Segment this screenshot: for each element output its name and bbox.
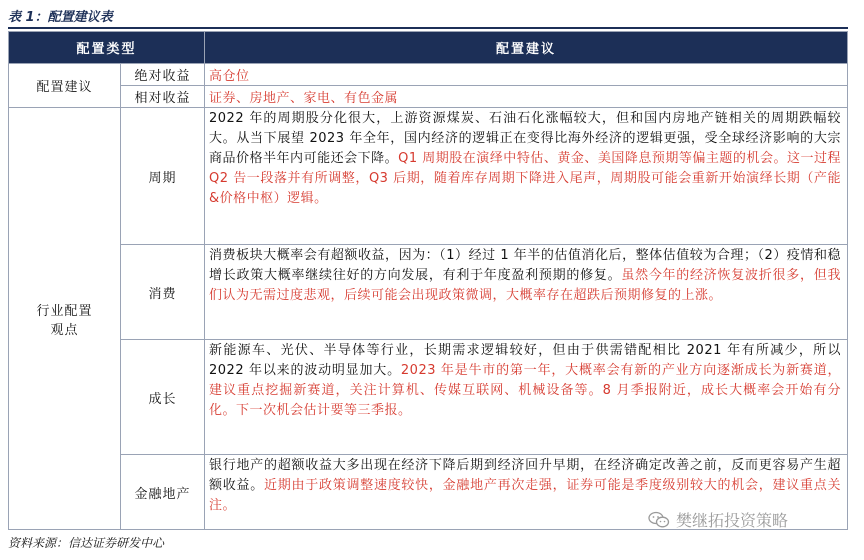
row-description <box>205 108 848 245</box>
watermark-text: 樊继拓投资策略 <box>676 511 789 530</box>
row-label: 金融地产 <box>121 455 205 530</box>
table-row <box>9 108 848 245</box>
row-description <box>205 245 848 340</box>
desc-highlight: 2023 年是牛市的第一年，大概率会有新的产业方向逐渐成长为新赛道，建议重点挖掘新赛道，关注计算机、传媒互联网、机械设备等。8 月季报附近，成长大概率会开始有分化。下一次机会估计要等三季报。 <box>209 363 841 418</box>
watermark <box>648 508 788 531</box>
table-caption: 表 1：配置建议表 <box>8 10 113 25</box>
row-description <box>205 340 848 455</box>
desc-highlight: Q1 周期股在演绎中特估、黄金、美国降息预期等偏主题的机会。这一过程 Q2 告一段落并有所调整，Q3 后期，随着库存周期下降进入尾声，周期股可能会重新开始演绎长期（产能&价格中枢）逻辑。 <box>209 151 841 206</box>
row-label: 成长 <box>121 340 205 455</box>
allocation-table <box>8 31 848 530</box>
row-label: 消费 <box>121 245 205 340</box>
category-line: 观点 <box>50 322 79 338</box>
category-allocation: 配置建议 <box>9 64 121 108</box>
table-row <box>9 245 848 340</box>
desc-text: 新能源车、光伏、半导体等行业，长期需求逻辑较好，但由于供需错配相比 2021 年有所减少，所以 2022 年以来的波动明显加大。 <box>209 343 841 378</box>
desc-highlight: 近期由于政策调整速度较快，金融地产再次走强，证券可能是季度级别较大的机会，建议重点关注。 <box>209 478 841 513</box>
row-value: 证券、房地产、家电、有色金属 <box>205 86 848 108</box>
row-value: 高仓位 <box>205 64 848 86</box>
desc-text: 2022 年的周期股分化很大，上游资源煤炭、石油石化涨幅较大，但和国内房地产链相关的周期跌幅较大。从当下展望 2023 年全年，国内经济的逻辑正在变得比海外经济的逻辑更强，受全球经济影响的大宗商品价格半年内可能还会下降。 <box>209 111 841 166</box>
source-note: 资料来源：信达证券研发中心 <box>8 536 165 550</box>
header-type: 配置类型 <box>9 32 205 64</box>
header-advice: 配置建议 <box>205 32 848 64</box>
desc-text: 消费板块大概率会有超额收益，因为：（1）经过 1 年半的估值消化后，整体估值较为合理；（2）疫情和稳增长政策大概率继续往好的方向发展，有利于年度盈利预期的修复。 <box>209 248 841 283</box>
table-header-row <box>9 32 848 64</box>
row-label: 绝对收益 <box>121 64 205 86</box>
row-label: 相对收益 <box>121 86 205 108</box>
row-label: 周期 <box>121 108 205 245</box>
category-line: 行业配置 <box>36 303 93 319</box>
table-row <box>9 64 848 86</box>
caption-rule <box>8 27 848 29</box>
table-row <box>9 86 848 108</box>
desc-text: 银行地产的超额收益大多出现在经济下降后期到经济回升早期，在经济确定改善之前，反而更容易产生超额收益。 <box>209 458 841 493</box>
desc-highlight: 虽然今年的经济恢复波折很多，但我们认为无需过度悲观，后续可能会出现政策微调，大概率存在超跌后预期修复的上涨。 <box>209 268 841 303</box>
table-row <box>9 340 848 455</box>
wechat-icon <box>648 511 670 529</box>
category-industry <box>9 108 121 530</box>
